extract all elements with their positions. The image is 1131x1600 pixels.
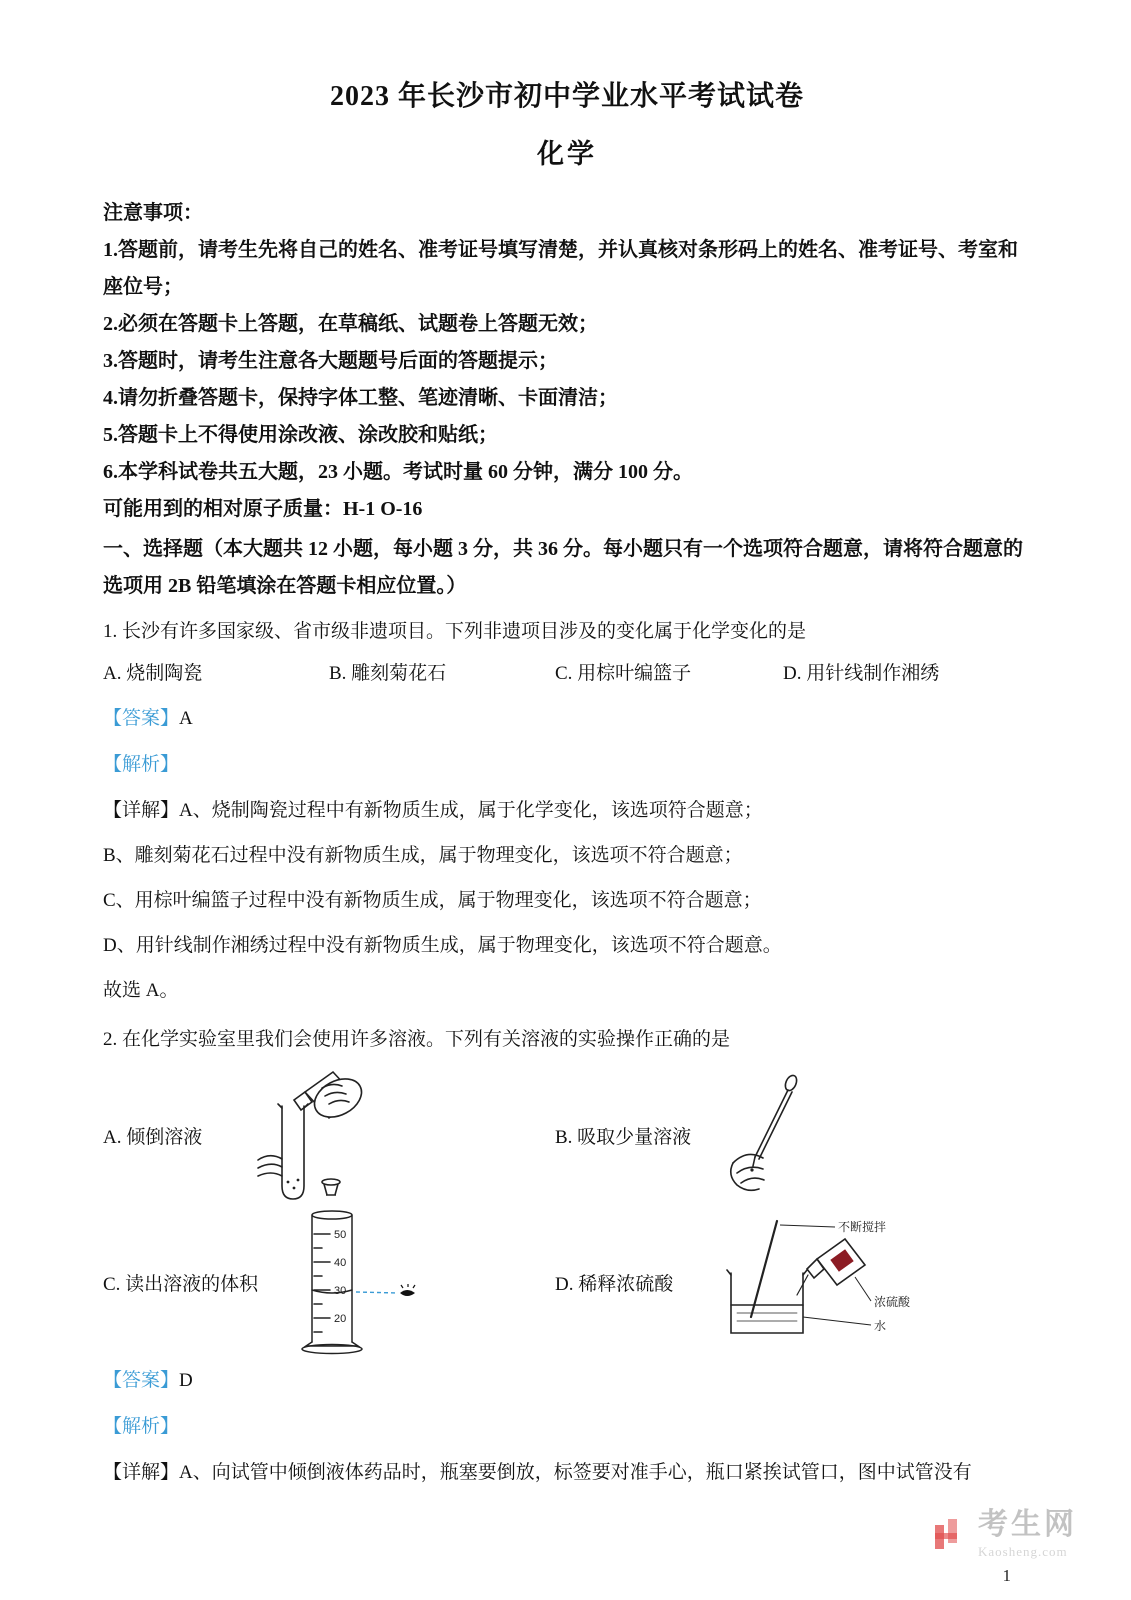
q1-answer-value: A [179,708,193,729]
bottle-label [831,1250,853,1271]
q1-detail-line: C、用棕叶编篮子过程中没有新物质生成，属于物理变化，该选项不符合题意； [103,890,762,911]
q1-detail [103,788,1031,1013]
eye-icon [400,1284,415,1296]
q2-answer-value: D [179,1370,193,1391]
figure-row-1 [103,1064,1031,1206]
watermark-text [978,1510,1077,1558]
notice-item: 1.答题前，请考生先将自己的姓名、准考证号填写清楚，并认真核对条形码上的姓名、准考证号、考室和座位号； [103,239,1018,298]
q2-analysis-label: 【解析】 [103,1416,180,1437]
notice-item: 6.本学科试卷共五大题，23 小题。考试时量 60 分钟，满分 100 分。 [103,461,693,483]
question-2-figures [103,1064,1031,1358]
q2-option-c: C. 读出溶液的体积 [103,1273,259,1295]
q1-option-b: B. 雕刻菊花石 [329,663,447,684]
subject-title: 化学 [537,139,597,169]
q1-option-c: C. 用棕叶编篮子 [555,663,692,684]
kaosheng-logo-icon [932,1516,968,1552]
answer-label: 【答案】 [103,1370,180,1391]
figure-cell-a [103,1064,555,1206]
question-2-stem: 2. 在化学实验室里我们会使用许多溶液。下列有关溶液的实验操作正确的是 [103,1029,731,1050]
q1-detail-line: D、用针线制作湘绣过程中没有新物质生成，属于物理变化，该选项不符合题意。 [103,935,782,956]
q1-detail-line [103,788,1031,833]
sight-line [356,1292,398,1293]
cylinder-mark-30: 30 [334,1285,347,1297]
detail-label: 【详解】 [103,800,180,821]
figure-cell-d [555,1215,1031,1350]
notice-heading: 注意事项： [103,202,203,224]
atomic-mass-note: 可能用到的相对原子质量：H-1 O-16 [103,498,423,520]
notice-item: 2.必须在答题卡上答题，在草稿纸、试题卷上答题无效； [103,313,598,335]
site-watermark [932,1510,1077,1558]
q2-option-b: B. 吸取少量溶液 [555,1126,692,1148]
q1-option-d: D. 用针线制作湘绣 [783,663,940,684]
q1-detail-text: A、烧制陶瓷过程中有新物质生成，属于化学变化，该选项符合题意； [179,800,763,821]
question-1-options [103,652,1031,696]
q1-detail-line: B、雕刻菊花石过程中没有新物质生成，属于物理变化，该选项不符合题意； [103,845,743,866]
notice-item: 3.答题时，请考生注意各大题题号后面的答题提示； [103,350,558,372]
stir-label: 不断搅拌 [838,1219,887,1234]
q1-analysis-label: 【解析】 [103,754,180,775]
cylinder-mark-20: 20 [334,1313,347,1325]
notice-item: 4.请勿折叠答题卡，保持字体工整、笔迹清晰、卡面清洁； [103,387,618,409]
brand-name: 考生网 [978,1508,1077,1541]
section-heading: 一、选择题（本大题共 12 小题，每小题 3 分，共 36 分。每小题只有一个选项符合题意，请将符合题意的选项用 2B 铅笔填涂在答题卡相应位置。） [103,538,1023,597]
notice-section [103,195,1031,528]
page-title: 2023 年长沙市初中学业水平考试试卷 [329,81,804,112]
q2-option-d: D. 稀释浓硫酸 [555,1273,674,1295]
graduated-cylinder-figure [270,1206,440,1358]
q2-detail-line [103,1450,1031,1495]
stopper-icon [322,1179,340,1195]
water-label: 水 [874,1318,887,1333]
pouring-liquid-figure [230,1064,380,1206]
question-1-stem: 1. 长沙有许多国家级、省市级非遗项目。下列非遗项目涉及的变化属于化学变化的是 [103,621,807,642]
q1-answer-line [103,696,1031,742]
detail-label: 【详解】 [103,1462,180,1483]
acid-dilution-figure [685,1215,930,1350]
q2-answer-line [103,1358,1031,1404]
cylinder-mark-40: 40 [334,1257,347,1269]
brand-domain: Kaosheng.com [978,1544,1068,1559]
figure-row-2 [103,1206,1031,1358]
figure-cell-c [103,1206,555,1358]
dropper-figure [703,1071,818,1199]
acid-label: 浓硫酸 [874,1294,911,1309]
cylinder-mark-50: 50 [334,1229,347,1241]
page-number: 1 [1002,1566,1011,1585]
q1-option-a: A. 烧制陶瓷 [103,663,203,684]
q1-conclusion: 故选 A。 [103,980,179,1001]
figure-cell-b [555,1071,1031,1199]
q2-detail-text: A、向试管中倾倒液体药品时，瓶塞要倒放，标签要对准手心，瓶口紧挨试管口，图中试管没有 [179,1462,972,1483]
answer-label: 【答案】 [103,708,180,729]
q2-option-a: A. 倾倒溶液 [103,1126,203,1148]
q2-detail [103,1450,1031,1495]
notice-item: 5.答题卡上不得使用涂改液、涂改胶和贴纸； [103,424,498,446]
